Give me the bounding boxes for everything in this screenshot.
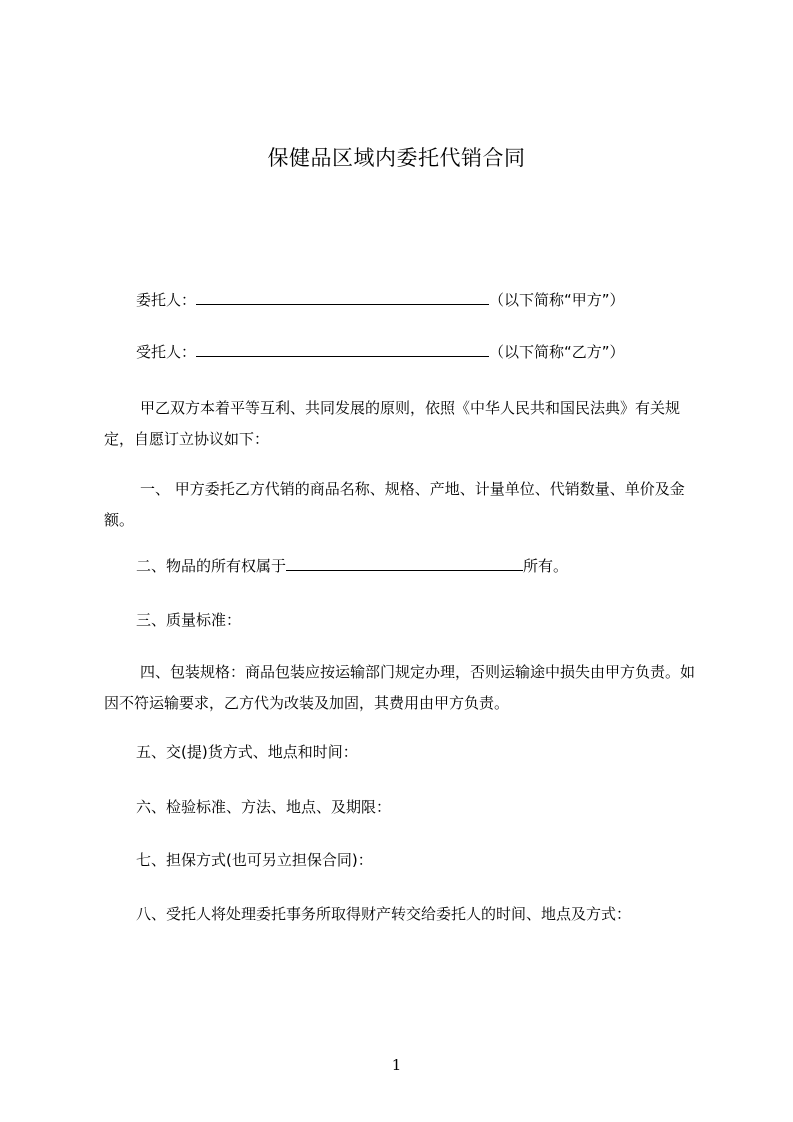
clause-3: 三、质量标准： [136,611,242,629]
page-number: 1 [391,1056,402,1074]
agent-label: 受托人： [136,343,197,361]
clause-4: 四、包装规格：商品包装应按运输部门规定办理，否则运输途中损失由甲方负责。如因不符运输要求，乙方代为改装及加固，其费用由甲方负责。 [104,663,696,712]
clause-5: 五、交(提)货方式、地点和时间： [136,743,358,761]
clause-8: 八、受托人将处理委托事务所取得财产转交给委托人的时间、地点及方式： [136,905,632,923]
owner-blank [286,551,523,571]
principal-name-blank [196,285,489,305]
clause-7: 七、担保方式(也可另立担保合同)： [136,851,373,869]
clause-2-prefix: 二、物品的所有权属于 [136,557,287,575]
agent-name-blank [196,337,489,357]
clause-2 [104,551,736,582]
principal-suffix: （以下简称“甲方”） [489,291,625,309]
document-title: 保健品区域内委托代销合同 [267,146,526,170]
principal-line [104,285,736,316]
clause-2-suffix: 所有。 [523,557,569,575]
clause-1: 一、 甲方委托乙方代销的商品名称、规格、产地、计量单位、代销数量、单价及金额。 [104,480,685,529]
agent-suffix: （以下简称“乙方”） [489,343,625,361]
preamble-paragraph: 甲乙双方本着平等互利、共同发展的原则，依照《中华人民共和国民法典》有关规定，自愿订立协议如下： [104,399,681,448]
clause-6: 六、检验标准、方法、地点、及期限： [136,798,392,816]
agent-line [104,337,736,368]
principal-label: 委托人： [136,291,197,309]
